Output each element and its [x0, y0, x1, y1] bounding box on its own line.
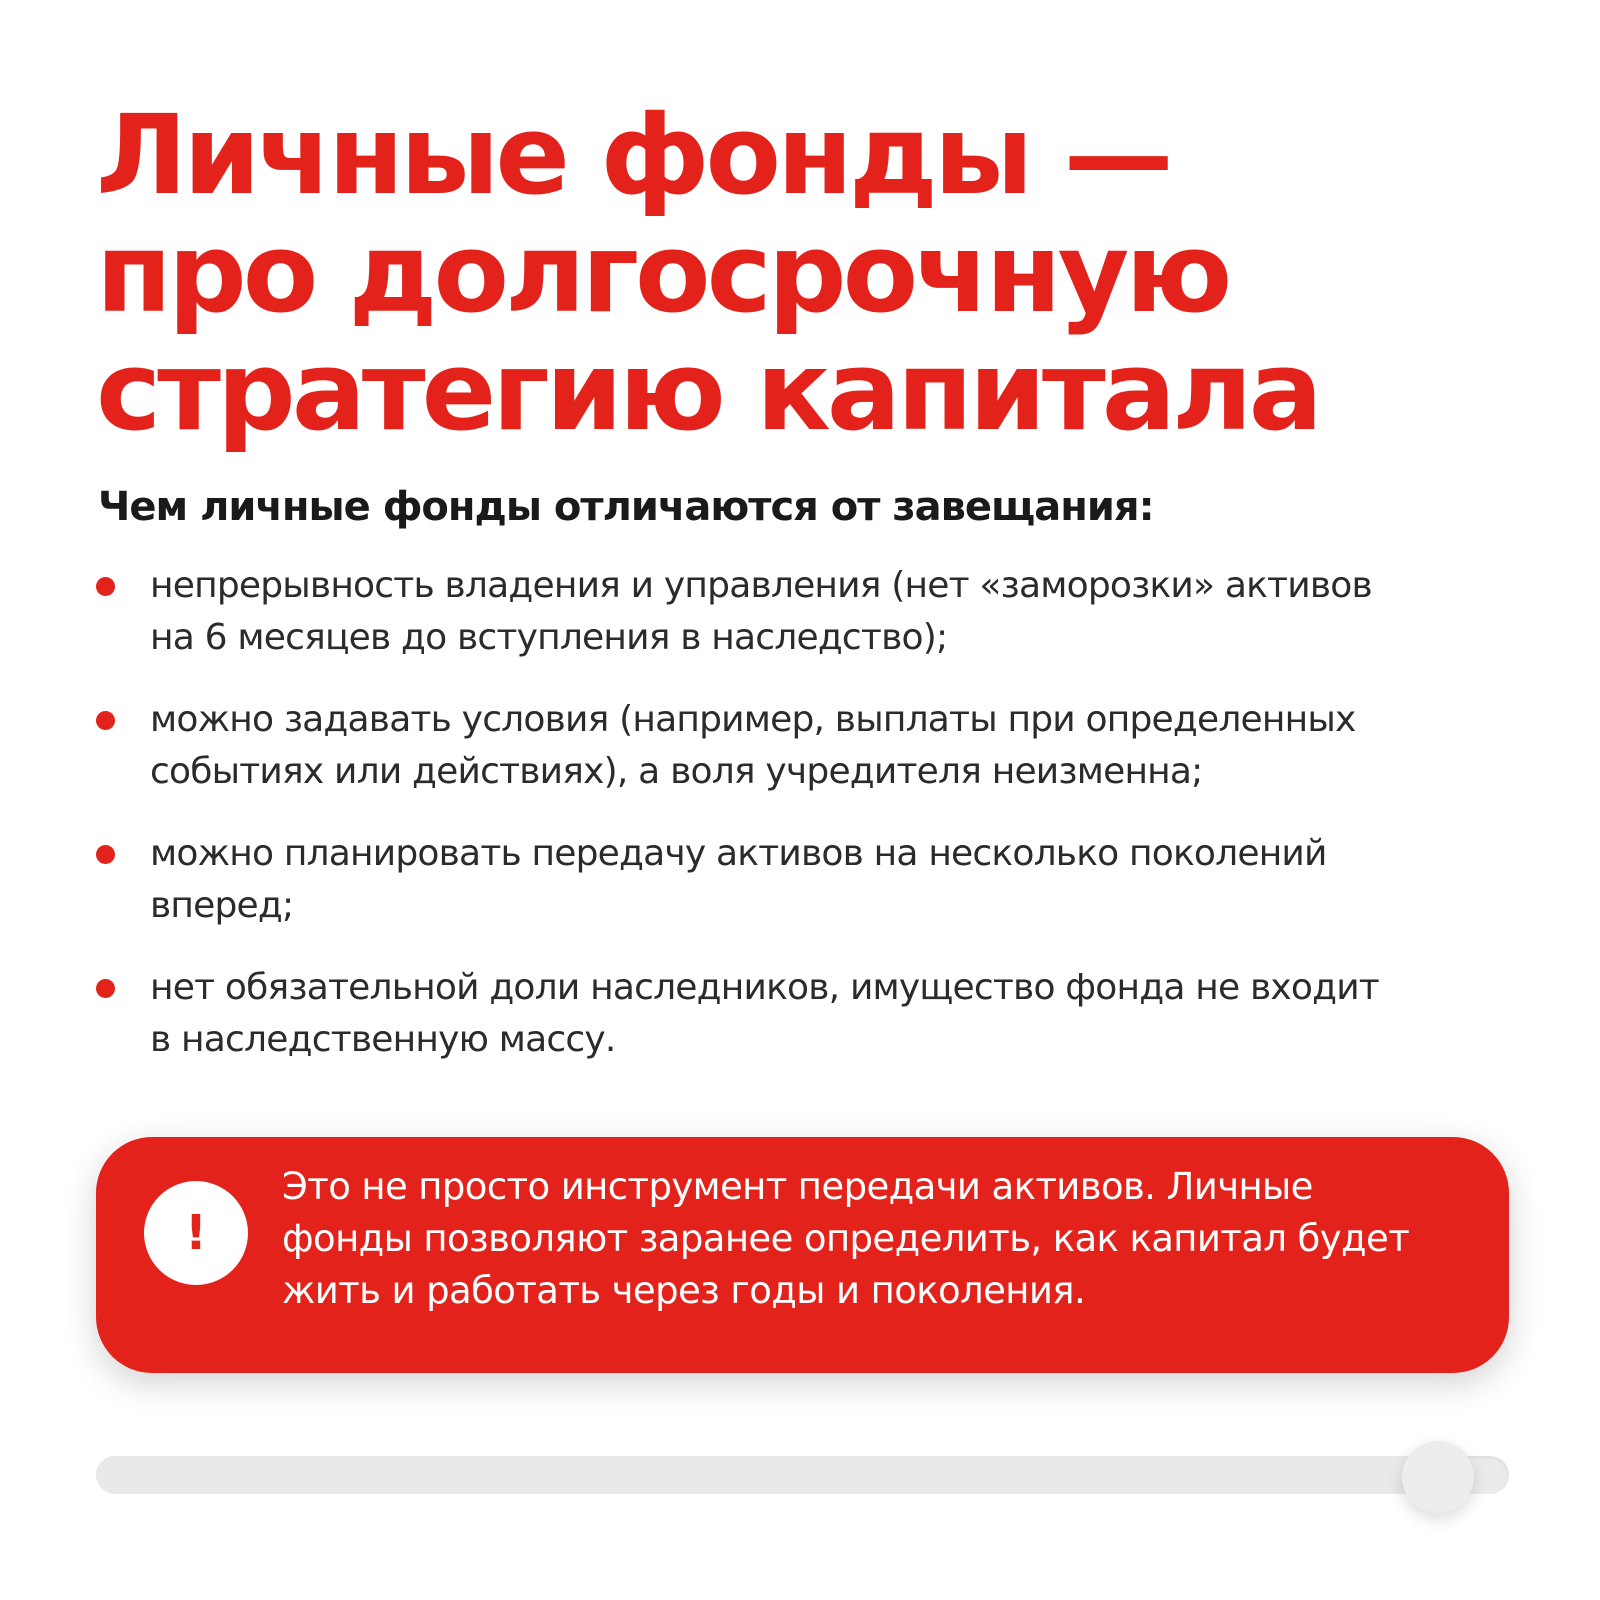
list-item-text: непрерывность владения и управления (нет «заморозки» активов [150, 565, 1372, 606]
list-item [96, 560, 1526, 664]
section-heading: Чем личные фонды отличаются от завещания: [98, 484, 1154, 530]
list-item-text: вперед; [150, 885, 294, 926]
list-item-text: событиях или действиях), а воля учредителя неизменна; [150, 751, 1203, 792]
progress-fill [96, 1456, 1438, 1494]
list-item-text: можно задавать условия (например, выплаты при определенных [150, 699, 1356, 740]
list-item [96, 962, 1526, 1066]
progress-bar [96, 1456, 1509, 1494]
list-item-text: нет обязательной доли наследников, имущество фонда не входит [150, 967, 1379, 1008]
bullet-dot-icon [96, 577, 115, 596]
exclamation-icon: ! [144, 1181, 248, 1285]
bullet-dot-icon [96, 845, 115, 864]
callout-line: жить и работать через годы и поколения. [282, 1269, 1086, 1312]
bullet-dot-icon [96, 711, 115, 730]
callout-text [282, 1161, 1482, 1317]
progress-knob[interactable] [1402, 1441, 1474, 1513]
title-line: про долгосрочную [96, 209, 1229, 337]
callout-box [96, 1137, 1509, 1373]
bullet-dot-icon [96, 979, 115, 998]
list-item [96, 694, 1526, 798]
bullet-list [96, 560, 1526, 1096]
list-item-text: в наследственную массу. [150, 1019, 616, 1060]
title-line: Личные фонды — [96, 91, 1170, 219]
callout-line: фонды позволяют заранее определить, как капитал будет [282, 1217, 1410, 1260]
list-item [96, 828, 1526, 932]
callout-line: Это не просто инструмент передачи активов. Личные [282, 1165, 1313, 1208]
list-item-text: можно планировать передачу активов на несколько поколений [150, 833, 1327, 874]
list-item-text: на 6 месяцев до вступления в наследство); [150, 617, 948, 658]
title-line: стратегию капитала [96, 327, 1319, 455]
page-title [96, 91, 1516, 455]
